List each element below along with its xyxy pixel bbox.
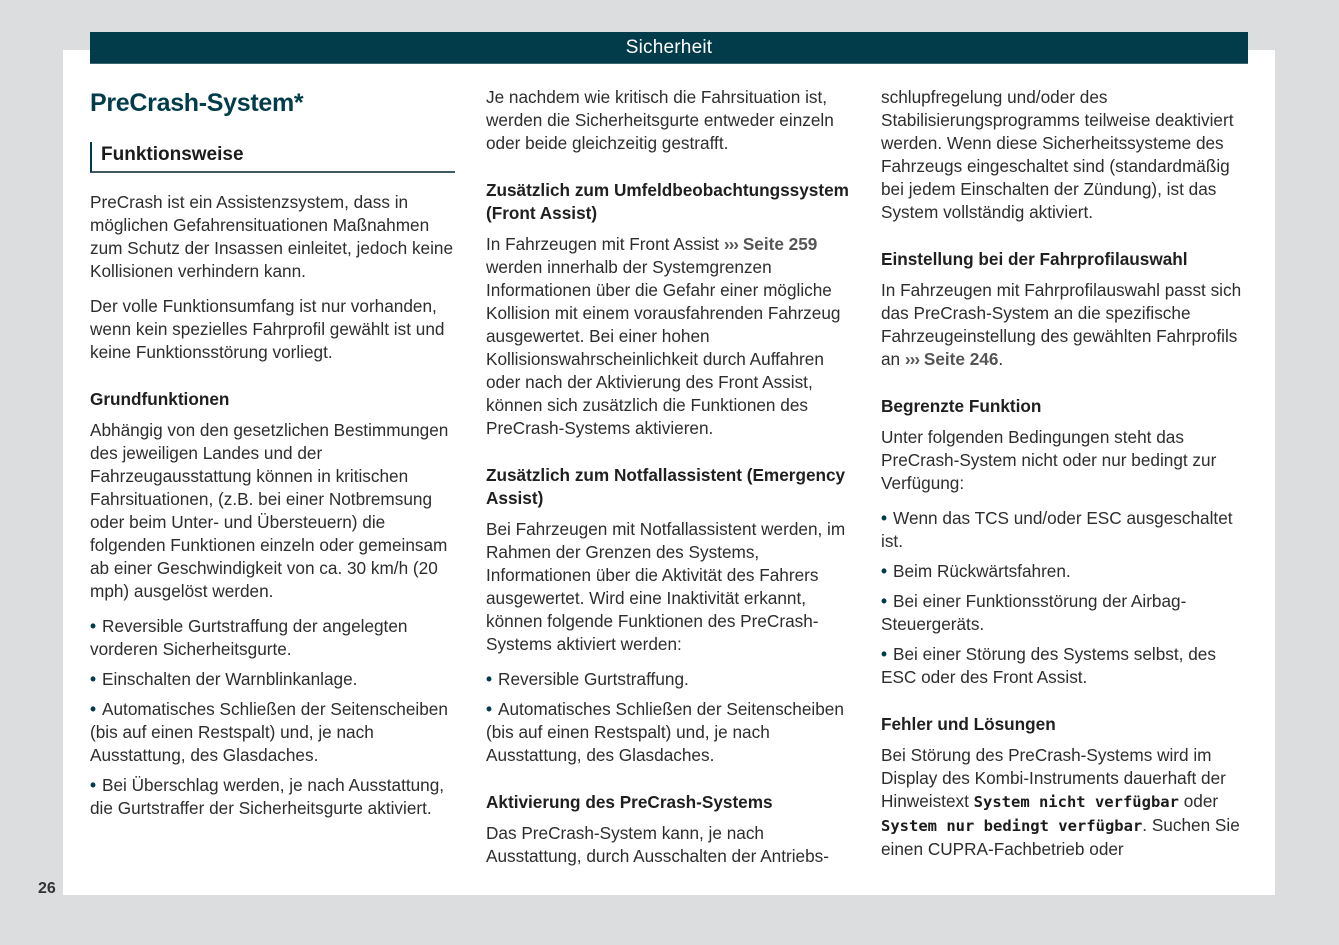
paragraph: Bei Fahrzeugen mit Notfallassistent werden, im Rahmen der Grenzen des Systems, Informationen über die Aktivität des Fahrers ausgewertet. Wird eine Inaktivität erkannt, können folgende Funktionen des PreCrash-Systems aktiviert werden: (486, 519, 846, 654)
subheading-emergency-assist: Zusätzlich zum Notfallassistent (Emergency Assist) (486, 465, 846, 508)
cross-reference-arrow-icon: ››› (904, 349, 920, 369)
paragraph: Unter folgenden Bedingungen steht das PreCrash-System nicht oder nur bedingt zur Verfügung: (881, 427, 1217, 493)
list-item: • Reversible Gurtstraffung. (486, 669, 689, 689)
section-header-title: Sicherheit (625, 36, 713, 58)
list-item: • Reversible Gurtstraffung der angelegten vorderen Sicherheitsgurte. (90, 616, 408, 659)
bullet-icon: • (90, 699, 97, 719)
paragraph: schlupfregelung und/oder des Stabilisierungsprogramms teilweise deaktiviert werden. Wenn diese Sicherheitssysteme des Fahrzeugs eingeschaltet sind (standardmäßig bei jedem Einschalten der Zündung), ist das System vollständig aktiviert. (881, 87, 1234, 222)
list-item: • Einschalten der Warnblinkanlage. (90, 669, 358, 689)
list-item: • Wenn das TCS und/oder ESC ausgeschaltet ist. (881, 508, 1233, 551)
subheading-errors-solutions: Fehler und Lösungen (881, 714, 1056, 734)
paragraph: Das PreCrash-System kann, je nach Ausstattung, durch Ausschalten der Antriebs- (486, 823, 829, 866)
bullet-icon: • (881, 644, 888, 664)
bullet-icon: • (881, 561, 888, 581)
bullet-icon: • (90, 669, 97, 689)
bullet-icon: • (486, 669, 493, 689)
bullet-list (881, 507, 1253, 689)
paragraph: In Fahrzeugen mit Front Assist ››› Seite 259 werden innerhalb der Systemgrenzen Informationen über die Gefahr einer mögliche Kollision mit einem vorausfahrenden Fahrzeug ausgewertet. Bei einer hohen Kollisionswahrscheinlichkeit durch Auffahren oder nach der Aktivierung des Front Assist, können sich zusätzlich die Funktionen des PreCrash-Systems aktivieren. (486, 234, 841, 438)
list-item: • Bei einer Funktionsstörung der Airbag-Steuergeräts. (881, 591, 1187, 634)
section-heading-funktionsweise: Funktionsweise (90, 142, 455, 173)
list-item: • Beim Rückwärtsfahren. (881, 561, 1071, 581)
subheading-grundfunktionen: Grundfunktionen (90, 389, 230, 409)
paragraph: Der volle Funktionsumfang ist nur vorhanden, wenn kein spezielles Fahrprofil gewählt ist und keine Funktionsstörung vorliegt. (90, 296, 445, 362)
column-1 (90, 86, 462, 827)
page-reference-link[interactable]: Seite 246 (923, 349, 999, 369)
display-message-unavailable: System nicht verfügbar (973, 793, 1179, 811)
bullet-list (90, 615, 462, 820)
page-reference-link[interactable]: Seite 259 (742, 234, 818, 254)
cross-reference-arrow-icon: ››› (723, 234, 739, 254)
list-item: • Automatisches Schließen der Seitenscheiben (bis auf einen Restspalt) und, je nach Ausstattung, des Glasdaches. (90, 699, 448, 765)
column-2 (486, 86, 858, 880)
paragraph: Bei Störung des PreCrash-Systems wird im Display des Kombi-Instruments dauerhaft der Hinweistext System nicht verfügbar oder System nur bedingt verfügbar. Suchen Sie einen CUPRA-Fachbetrieb oder (881, 745, 1240, 859)
page-title: PreCrash-System* (90, 89, 304, 117)
paragraph: PreCrash ist ein Assistenzsystem, dass in möglichen Gefahrensituationen Maßnahmen zum Schutz der Insassen einleitet, jedoch keine Kollisionen verhindern kann. (90, 192, 454, 281)
bullet-icon: • (90, 775, 97, 795)
display-message-limited: System nur bedingt verfügbar (881, 817, 1143, 835)
list-item: • Bei Überschlag werden, je nach Ausstattung, die Gurtstraffer der Sicherheitsgurte aktiviert. (90, 775, 445, 818)
bullet-icon: • (881, 508, 888, 528)
page-number: 26 (38, 880, 56, 897)
bullet-list (486, 668, 858, 767)
subheading-driving-profile: Einstellung bei der Fahrprofilauswahl (881, 249, 1188, 269)
subheading-activation: Aktivierung des PreCrash-Systems (486, 792, 773, 812)
subheading-front-assist: Zusätzlich zum Umfeldbeobachtungssystem (Front Assist) (486, 180, 849, 223)
list-item: • Bei einer Störung des Systems selbst, des ESC oder des Front Assist. (881, 644, 1216, 687)
paragraph: In Fahrzeugen mit Fahrprofilauswahl passt sich das PreCrash-System an die spezifische Fahrzeugeinstellung des gewählten Fahrprofils an ››› Seite 246. (881, 280, 1242, 369)
section-header-bar (90, 32, 1248, 64)
column-3 (881, 86, 1253, 873)
bullet-icon: • (881, 591, 888, 611)
bullet-icon: • (90, 616, 97, 636)
paragraph: Je nachdem wie kritisch die Fahrsituation ist, werden die Sicherheitsgurte entweder einzeln oder beide gleichzeitig gestrafft. (486, 87, 834, 153)
subheading-limited-function: Begrenzte Funktion (881, 396, 1042, 416)
bullet-icon: • (486, 699, 493, 719)
paragraph: Abhängig von den gesetzlichen Bestimmungen des jeweiligen Landes und der Fahrzeugausstattung können in kritischen Fahrsituationen, (z.B. bei einer Notbremsung oder beim Unter- und Übersteuern) die folgenden Funktionen einzeln oder gemeinsam ab einer Geschwindigkeit von ca. 30 km/h (20 mph) ausgelöst werden. (90, 420, 449, 601)
list-item: • Automatisches Schließen der Seitenscheiben (bis auf einen Restspalt) und, je nach Ausstattung, des Glasdaches. (486, 699, 844, 765)
